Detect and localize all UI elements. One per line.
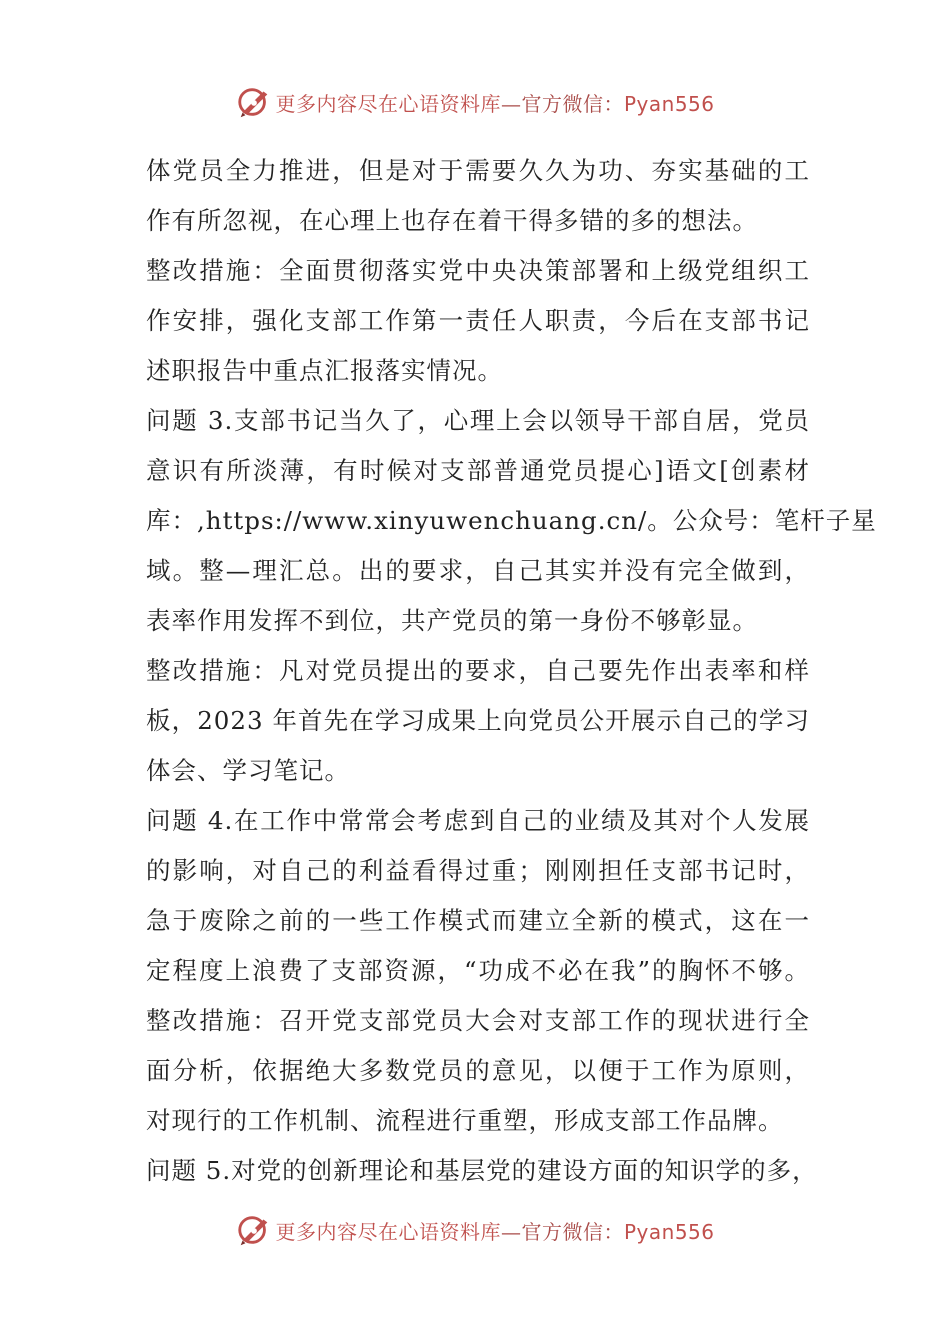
text-line: 作安排，强化支部工作第一责任人职责，今后在支部书记 (146, 306, 810, 335)
footer-official: 官方微信： (521, 1219, 624, 1244)
text-line: 整改措施：召开党支部党员大会对支部工作的现状进行全 (146, 1006, 810, 1035)
footer-dash: — (500, 1219, 522, 1244)
text-line: 表率作用发挥不到位，共产党员的第一身份不够彰显。 (146, 606, 758, 635)
text-line: 面分析，依据绝大多数党员的意见，以便于工作为原则， (146, 1056, 810, 1085)
text-line: 作有所忽视，在心理上也存在着干得多错的多的想法。 (146, 206, 758, 235)
text-line: 对现行的工作机制、流程进行重塑，形成支部工作品牌。 (146, 1106, 784, 1135)
pen-logo-icon (235, 1211, 273, 1249)
text-line: 的影响，对自己的利益看得过重；刚刚担任支部书记时， (146, 856, 810, 885)
text-line: 整改措施：凡对党员提出的要求，自己要先作出表率和样 (146, 656, 810, 685)
text-line: 整改措施：全面贯彻落实党中央决策部署和上级党组织工 (146, 256, 810, 285)
header-official: 官方微信： (521, 91, 624, 116)
header-banner-text (275, 88, 714, 117)
text-line: 域。整—理汇总。出的要求，自己其实并没有完全做到， (146, 556, 810, 585)
text-line: 板，2023 年首先在学习成果上向党员公开展示自己的学习 (146, 706, 810, 735)
header-banner (0, 82, 950, 122)
text-line: 问题 4.在工作中常常会考虑到自己的业绩及其对个人发展 (146, 806, 810, 835)
text-line: 库：,https://www.xinyuwenchuang.cn/。公众号：笔杆子星 (146, 506, 877, 535)
text-line: 述职报告中重点汇报落实情况。 (146, 356, 503, 385)
text-line: 急于废除之前的一些工作模式而建立全新的模式，这在一 (146, 906, 810, 935)
header-brand: 更多内容尽在心语资料库 (275, 91, 501, 116)
text-line: 意识有所淡薄，有时候对支部普通党员提心]语文[创素材 (146, 456, 810, 485)
text-line: 问题 3.支部书记当久了，心理上会以领导干部自居，党员 (146, 406, 810, 435)
text-line: 体会、学习笔记。 (146, 756, 350, 785)
pen-logo-icon (235, 83, 273, 121)
footer-wechat-id: Pyan556 (623, 1219, 715, 1244)
text-line: 定程度上浪费了支部资源，“功成不必在我”的胸怀不够。 (146, 956, 810, 985)
header-wechat-id: Pyan556 (623, 91, 715, 116)
footer-brand: 更多内容尽在心语资料库 (275, 1219, 501, 1244)
text-line: 问题 5.对党的创新理论和基层党的建设方面的知识学的多， (146, 1156, 818, 1185)
text-line: 体党员全力推进，但是对于需要久久为功、夯实基础的工 (146, 156, 810, 185)
document-body (146, 146, 877, 1196)
footer-banner-text (275, 1216, 714, 1245)
footer-banner (0, 1210, 950, 1250)
header-dash: — (500, 91, 522, 116)
